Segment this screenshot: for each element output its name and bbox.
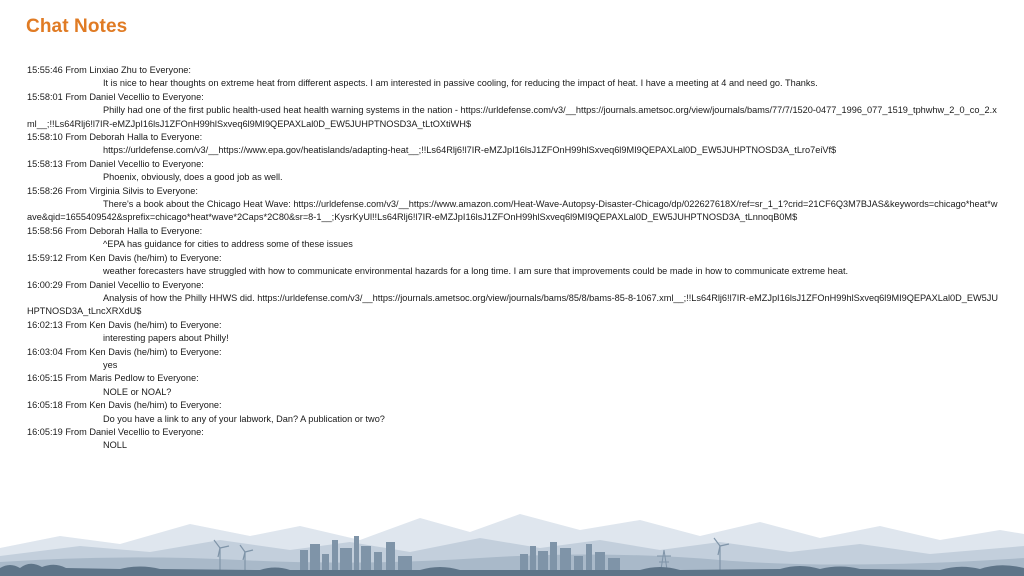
message-recipient: Everyone <box>149 65 189 75</box>
message-text: Analysis of how the Philly HHWS did. https://urldefense.com/v3/__https://journals.ametsoc.org/view/journals/bams/85/8/bams-85-8-1067.xml__;!!Ls64Rlj6!l7IR-eMZJpI16lsJ1ZFOnH99hlSxveq6l9MI9QEPAXLal0D_EW5JUHPTNOSD3A_tLncXRXdU$ <box>27 292 998 317</box>
from-label: From <box>62 319 90 330</box>
colon: : <box>201 158 204 169</box>
city-landscape-illustration <box>0 496 1024 576</box>
colon: : <box>195 185 198 196</box>
message-sender: Daniel Vecellio <box>89 426 150 437</box>
message-text: NOLE or NOAL? <box>103 386 172 397</box>
from-label: From <box>62 158 90 169</box>
message-time: 15:55:46 <box>27 65 63 75</box>
message-sender: Daniel Vecellio <box>89 279 150 290</box>
chat-message <box>27 426 1002 453</box>
chat-log <box>27 64 1002 453</box>
chat-message <box>27 346 1002 373</box>
colon: : <box>188 65 191 75</box>
from-label: From <box>62 426 90 437</box>
chat-message <box>27 225 1002 252</box>
from-label: From <box>62 252 90 263</box>
to-label: to <box>167 319 181 330</box>
colon: : <box>196 373 199 384</box>
from-label: From <box>62 400 90 411</box>
message-recipient: Everyone <box>162 158 202 169</box>
message-sender: Maris Pedlow <box>89 373 145 384</box>
message-sender: Ken Davis (he/him) <box>89 400 168 411</box>
message-sender: Ken Davis (he/him) <box>89 346 168 357</box>
message-recipient: Everyone <box>180 319 220 330</box>
message-sender: Virginia Silvis <box>89 185 144 196</box>
colon: : <box>219 319 222 330</box>
colon: : <box>219 252 222 263</box>
chat-message <box>27 372 1002 399</box>
page-title: Chat Notes <box>26 16 128 37</box>
message-time: 15:58:56 <box>27 225 63 236</box>
message-sender: Deborah Halla <box>89 132 149 143</box>
chat-message <box>27 64 1002 91</box>
from-label: From <box>62 132 90 143</box>
message-time: 15:59:12 <box>27 252 63 263</box>
message-header <box>27 131 1002 144</box>
message-time: 15:58:13 <box>27 158 63 169</box>
colon: : <box>199 225 203 236</box>
message-time: 16:00:29 <box>27 279 63 290</box>
message-time: 16:05:19 <box>27 426 63 437</box>
from-label: From <box>62 225 90 236</box>
to-label: to <box>167 346 181 357</box>
from-label: From <box>62 185 90 196</box>
message-text: ^EPA has guidance for cities to address some of these issues <box>103 239 353 250</box>
to-label: to <box>148 225 161 236</box>
message-header <box>27 319 1002 332</box>
message-sender: Daniel Vecellio <box>89 91 150 102</box>
message-text: interesting papers about Philly! <box>103 333 229 344</box>
to-label: to <box>149 426 163 437</box>
message-header <box>27 346 1002 359</box>
chat-message <box>27 185 1002 225</box>
message-sender: Linxiao Zhu <box>89 65 137 75</box>
colon: : <box>199 132 203 143</box>
chat-message <box>27 279 1002 319</box>
to-label: to <box>167 252 181 263</box>
message-recipient: Everyone <box>157 373 197 384</box>
colon: : <box>201 426 204 437</box>
message-text: Phoenix, obviously, does a good job as well. <box>103 172 283 183</box>
message-header <box>27 64 1002 77</box>
message-time: 16:03:04 <box>27 346 63 357</box>
to-label: to <box>148 132 161 143</box>
to-label: to <box>149 158 163 169</box>
message-header <box>27 279 1002 292</box>
message-recipient: Everyone <box>180 400 220 411</box>
colon: : <box>219 346 222 357</box>
message-text: https://urldefense.com/v3/__https://www.epa.gov/heatislands/adapting-heat__;!!Ls64Rlj6!l7IR-eMZJpI16lsJ1ZFOnH99hlSxveq6l9MI9QEPAXLal0D_EW5JUHPTNOSD3A_tLro7eiVf$ <box>103 145 837 156</box>
message-sender: Daniel Vecellio <box>89 158 150 169</box>
to-label: to <box>149 91 163 102</box>
message-time: 16:05:18 <box>27 400 63 411</box>
message-time: 16:05:15 <box>27 373 63 384</box>
message-text: There's a book about the Chicago Heat Wave: https://urldefense.com/v3/__https://www.amazon.com/Heat-Wave-Autopsy-Disaster-Chicago/dp/022627618X/ref=sr_1_1?crid=21CF6Q3M7BJAS&keywords=chicago*heat*wave&qid=1655409542&sprefix=chicago*heat*wave*2Caps*2C80&sr=8-1__;KysrKyUl!!Ls64Rlj6!l7IR-eMZJpI16lsJ1ZFOnH99hlSxveq6l9MI9QEPAXLal0D_EW5JUHPTNOSD3A_tLnnoqB0M$ <box>27 199 998 223</box>
message-header <box>27 372 1002 385</box>
message-text: weather forecasters have struggled with how to communicate environmental hazards for a long time. I am sure that improvements could be made in how to communicate extreme heat. <box>103 266 849 277</box>
chat-message <box>27 252 1002 279</box>
from-label: From <box>62 91 90 102</box>
message-header <box>27 252 1002 265</box>
from-label: From <box>62 346 90 357</box>
message-recipient: Everyone <box>180 252 220 263</box>
message-header <box>27 225 1002 238</box>
to-label: to <box>144 373 158 384</box>
chat-message <box>27 158 1002 185</box>
message-recipient: Everyone <box>162 91 202 102</box>
message-time: 15:58:26 <box>27 185 63 196</box>
from-label: From <box>62 373 90 384</box>
chat-message <box>27 399 1002 426</box>
from-label: From <box>62 65 90 75</box>
message-text: NOLL <box>103 440 128 451</box>
message-text: Philly had one of the first public health-used heat health warning systems in the nation - https://urldefense.com/v3/__https://journals.ametsoc.org/view/journals/bams/77/7/1520-0477_1996_077_1519_tphwhw_2_0_co_2.xml__;!!Ls64Rlj6!l7IR-eMZJpI16lsJ1ZFOnH99hlSxveq6l9MI9QEPAXLal0D_EW5JUHPTNOSD3A_tLtOXtiWH$ <box>27 105 997 129</box>
chat-message <box>27 131 1002 158</box>
message-time: 16:02:13 <box>27 319 63 330</box>
colon: : <box>201 279 204 290</box>
message-recipient: Everyone <box>160 225 200 236</box>
message-header <box>27 158 1002 171</box>
message-header <box>27 91 1002 104</box>
message-recipient: Everyone <box>156 185 196 196</box>
to-label: to <box>167 400 181 411</box>
from-label: From <box>62 279 90 290</box>
message-time: 15:58:01 <box>27 91 63 102</box>
to-label: to <box>136 65 150 75</box>
message-header <box>27 426 1002 439</box>
message-recipient: Everyone <box>162 426 202 437</box>
colon: : <box>219 400 222 411</box>
message-sender: Deborah Halla <box>89 225 149 236</box>
message-recipient: Everyone <box>160 132 200 143</box>
message-header <box>27 185 1002 198</box>
message-recipient: Everyone <box>162 279 202 290</box>
message-time: 15:58:10 <box>27 132 63 143</box>
colon: : <box>201 91 204 102</box>
message-text: yes <box>103 359 118 370</box>
chat-message <box>27 319 1002 346</box>
message-recipient: Everyone <box>180 346 220 357</box>
to-label: to <box>149 279 163 290</box>
message-sender: Ken Davis (he/him) <box>89 319 168 330</box>
message-header <box>27 399 1002 412</box>
message-sender: Ken Davis (he/him) <box>89 252 168 263</box>
chat-message <box>27 91 1002 131</box>
to-label: to <box>143 185 157 196</box>
message-text: Do you have a link to any of your labwork, Dan? A publication or two? <box>103 413 385 424</box>
message-text: It is nice to hear thoughts on extreme heat from different aspects. I am interested in passive cooling, for reducing the impact of heat. I have a meeting at 4 and need go. Thanks. <box>103 78 818 89</box>
